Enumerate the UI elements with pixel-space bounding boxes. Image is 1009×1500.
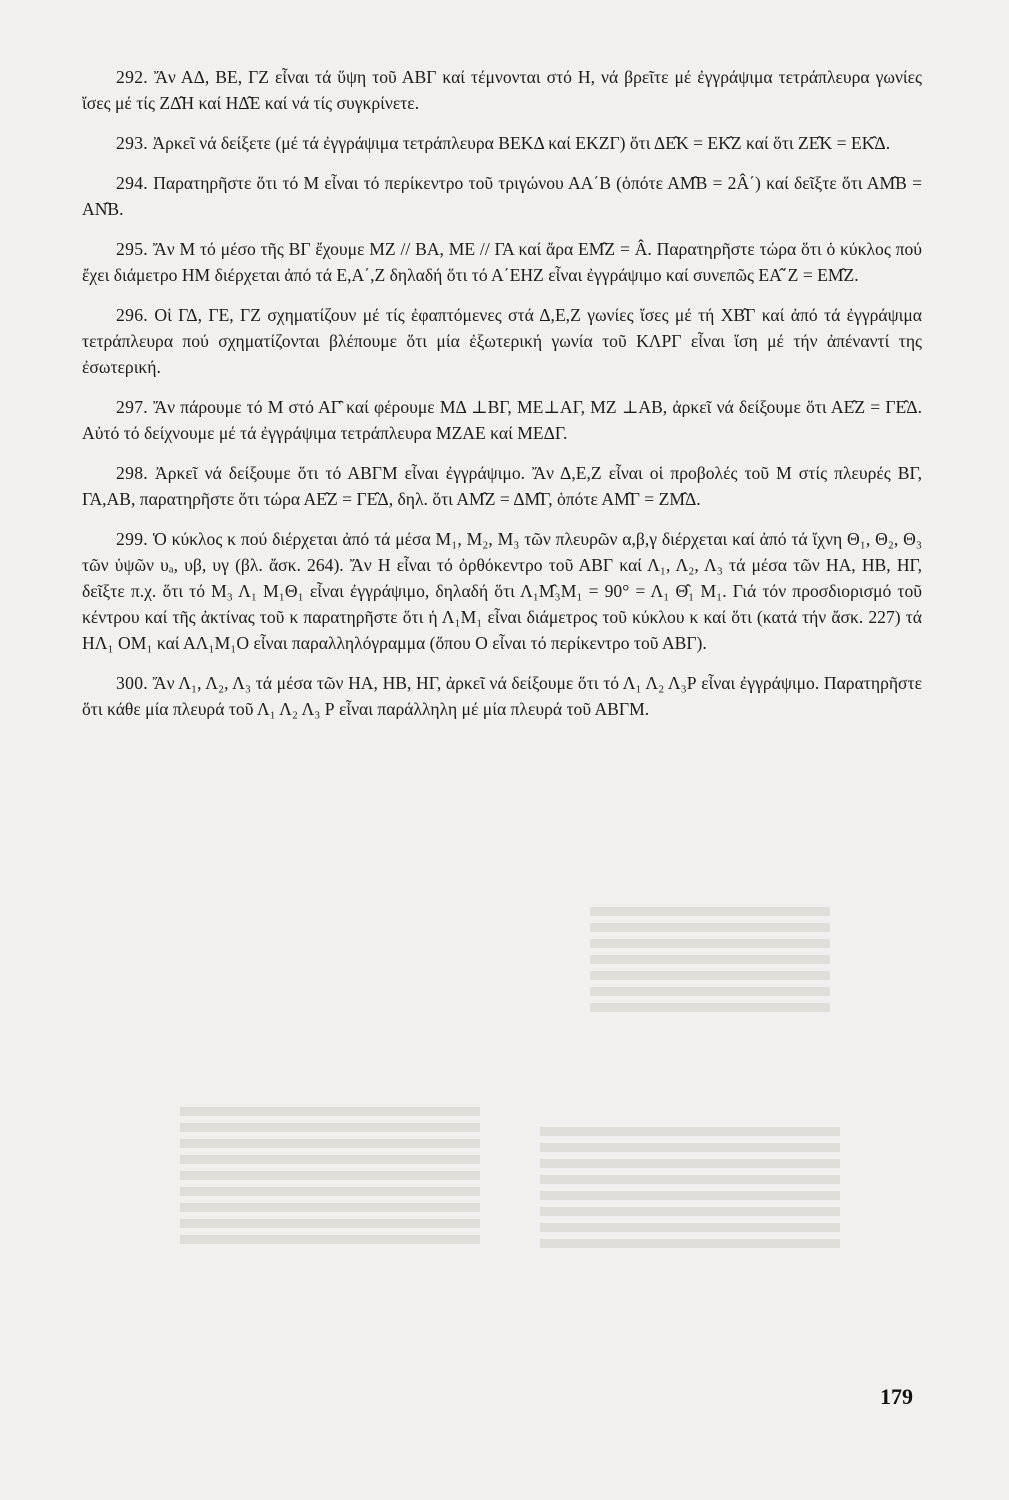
exercise-number: 295.	[116, 239, 148, 259]
exercise-294	[82, 170, 922, 222]
exercise-text: Ἄν πάρουμε τό Μ στό ΑΓ̑ καί φέρουμε ΜΔ ⊥ΒΓ, ΜΕ⊥ΑΓ, ΜΖ ⊥ΑΒ, ἀρκεῖ νά δείξουμε ὅτι ΑΕ̂Ζ = ΓΕ̂Δ. Αὐτό τό δείχνουμε μέ τά ἐγγράψιμα τετράπλευρα ΜΖΑΕ καί ΜΕΔΓ.	[82, 397, 922, 443]
page-number: 179	[880, 1384, 913, 1409]
bleed-through-text	[590, 900, 830, 1018]
exercise-296	[82, 302, 922, 380]
exercise-number: 294.	[116, 173, 148, 193]
exercise-text: Ἀρκεῖ νά δείξουμε ὅτι τό ΑΒΓΜ εἶναι ἐγγράψιμο. Ἄν Δ,Ε,Ζ εἶναι οἱ προβολές τοῦ Μ στίς πλευρές ΒΓ, ΓΑ,ΑΒ, παρατηρῆστε ὅτι τώρα ΑΕ̂Ζ = ΓΕ̂Δ, δηλ. ὅτι ΑΜ̂Ζ = ΔΜ̂Γ, ὁπότε ΑΜ̂Γ = ΖΜ̂Δ.	[82, 463, 922, 509]
exercise-number: 299.	[116, 529, 148, 549]
exercise-number: 298.	[116, 463, 148, 483]
exercise-293	[82, 130, 922, 156]
exercise-number: 292.	[116, 67, 148, 87]
exercise-295	[82, 236, 922, 288]
exercise-number: 296.	[116, 305, 148, 325]
exercise-300	[82, 670, 922, 722]
exercise-list	[82, 64, 922, 736]
exercise-text: Ἄν Μ τό μέσο τῆς ΒΓ ἔχουμε ΜΖ // ΒΑ, ΜΕ // ΓΑ καί ἄρα ΕΜ̂Ζ = Â. Παρατηρῆστε τώρα ὅτι ὁ κύκλος πού ἔχει διάμετρο ΗΜ διέρχεται ἀπό τά Ε,Α΄,Ζ δηλαδή ὅτι τό Α΄ΕΗΖ εἶναι ἐγγράψιμο καί συνεπῶς ΕΑ̂΄Ζ = ΕΜ̂Ζ.	[82, 239, 922, 285]
exercise-298	[82, 460, 922, 512]
bleed-through-text	[180, 1100, 480, 1250]
exercise-text: Οἱ ΓΔ, ΓΕ, ΓΖ σχηματίζουν μέ τίς ἐφαπτόμενες στά Δ,Ε,Ζ γωνίες ἴσες μέ τή ΧΒ̂Γ καί ἀπό τά ἐγγράψιμα τετράπλευρα πού σχηματίζονται βλέπουμε ὅτι μία ἐξωτερική γωνία τοῦ ΚΛΡΓ εἶναι ἴση μέ τήν ἀπέναντί της ἐσωτερική.	[82, 305, 922, 377]
exercise-number: 297.	[116, 397, 148, 417]
exercise-299	[82, 526, 922, 656]
exercise-text: Ἄν ΑΔ, ΒΕ, ΓΖ εἶναι τά ὕψη τοῦ ΑΒΓ καί τέμνονται στό Η, νά βρεῖτε μέ ἐγγράψιμα τετράπλευρα γωνίες ἴσες μέ τίς ΖΔ̂Η καί ΗΔ̂Ε καί νά τίς συγκρίνετε.	[82, 67, 922, 113]
exercise-text: Ἄν Λ₁, Λ₂, Λ₃ τά μέσα τῶν ΗΑ, ΗΒ, ΗΓ, ἀρκεῖ νά δείξουμε ὅτι τό Λ₁ Λ₂ Λ₃Ρ εἶναι ἐγγράψιμο. Παρατηρῆστε ὅτι κάθε μία πλευρά τοῦ Λ₁ Λ₂ Λ₃ Ρ εἶναι παράλληλη μέ μία πλευρά τοῦ ΑΒΓΜ.	[82, 673, 922, 719]
exercise-number: 300.	[116, 673, 148, 693]
exercise-number: 293.	[116, 133, 148, 153]
exercise-text: Ἀρκεῖ νά δείξετε (μέ τά ἐγγράψιμα τετράπλευρα ΒΕΚΔ καί ΕΚΖΓ) ὅτι ΔΕ̂Κ = ΕΚ̂Ζ καί ὅτι ΖΕ̂Κ = ΕΚ̂Δ.	[148, 133, 891, 153]
exercise-text: Ὁ κύκλος κ πού διέρχεται ἀπό τά μέσα Μ₁, Μ₂, Μ₃ τῶν πλευρῶν α,β,γ διέρχεται καί ἀπό τά ἴχνη Θ₁, Θ₂, Θ₃ τῶν ὑψῶν υₐ, υβ, υγ (βλ. ἄσκ. 264). Ἄν Η εἶναι τό ὀρθόκεντρο τοῦ ΑΒΓ καί Λ₁, Λ₂, Λ₃ τά μέσα τῶν ΗΑ, ΗΒ, ΗΓ, δεῖξτε π.χ. ὅτι τό Μ₃ Λ₁ Μ₁Θ₁ εἶναι ἐγγράψιμο, δηλαδή ὅτι Λ₁Μ̂₃Μ₁ = 90° = Λ₁ Θ̂₁ Μ₁. Γιά τόν προσδιορισμό τοῦ κέντρου καί τῆς ἀκτίνας τοῦ κ παρατηρῆστε ὅτι ἡ Λ₁Μ₁ εἶναι διάμετρος τοῦ κύκλου κ καί ὅτι (κατά τήν ἄσκ. 227) τά ΗΛ₁ ΟΜ₁ καί ΑΛ₁Μ₁Ο εἶναι παραλληλόγραμμα (ὅπου Ο εἶναι τό περίκεντρο τοῦ ΑΒΓ).	[82, 529, 922, 653]
exercise-292	[82, 64, 922, 116]
exercise-text: Παρατηρῆστε ὅτι τό Μ εἶναι τό περίκεντρο τοῦ τριγώνου ΑΑ΄Β (ὁπότε ΑΜ̂Β = 2Â΄) καί δεῖξτε ὅτι ΑΜ̂Β = ΑΝ̂Β.	[82, 173, 922, 219]
bleed-through-text	[540, 1120, 840, 1254]
exercise-297	[82, 394, 922, 446]
